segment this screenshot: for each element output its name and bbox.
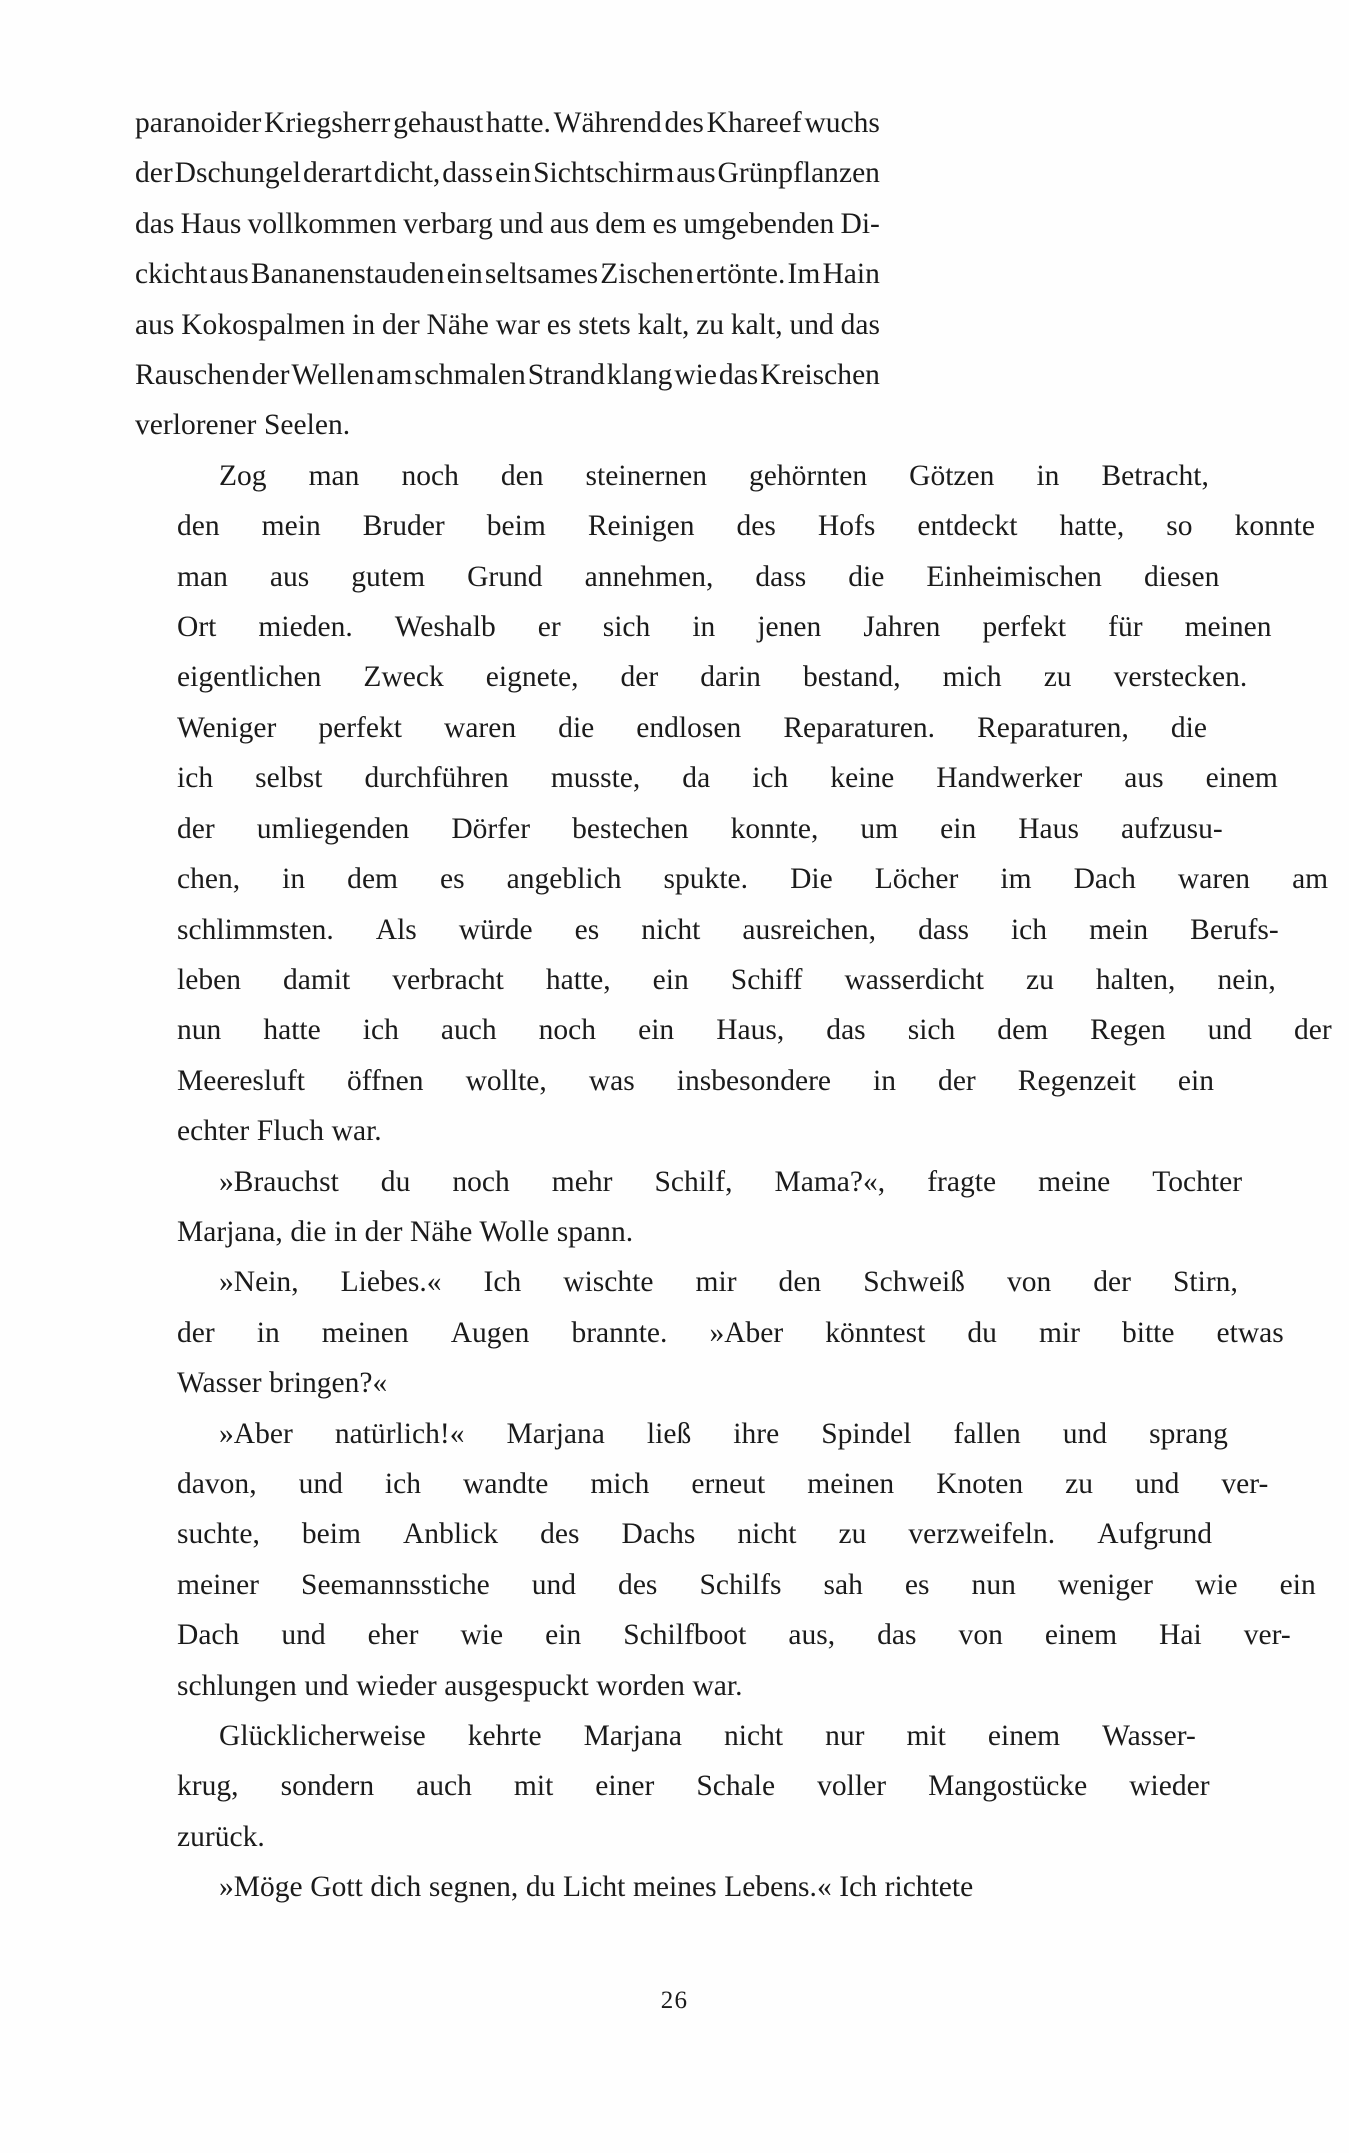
paragraph [135,451,1332,1157]
text-line: leben damit verbracht hatte, ein Schiff wasserdicht zu halten, nein, [177,963,1276,996]
paragraph [135,1257,1284,1408]
text-line: davon, und ich wandte mich erneut meinen Knoten zu und ver- [177,1467,1269,1500]
paragraph [135,1157,1243,1258]
text-line: »Brauchst du noch mehr Schilf, Mama?«, fragte meine Tochter [219,1165,1243,1198]
text-line: Glücklicherweise kehrte Marjana nicht nur mit einem Wasser- [219,1720,1196,1752]
text-line: Zog man noch den steinernen gehörnten Götzen in Betracht, [219,459,1209,492]
text-line: Weniger perfekt waren die endlosen Reparaturen. Reparaturen, die [177,711,1207,744]
paragraph [135,1409,1316,1711]
text-line: Rauschen der Wellen am schmalen Strand klang wie das Kreischen [135,359,880,392]
text-line: der umliegenden Dörfer bestechen konnte, um ein Haus aufzusu- [177,812,1223,845]
text-line: Dach und eher wie ein Schilfboot aus, das von einem Hai ver- [177,1619,1291,1652]
text-line: man aus gutem Grund annehmen, dass die Einheimischen diesen [177,560,1220,593]
paragraph [135,1862,974,1912]
text-line: zurück. [177,1820,265,1853]
text-line: »Möge Gott dich segnen, du Licht meines Lebens.« Ich richtete [219,1871,974,1904]
text-line: Wasser bringen?« [177,1367,388,1400]
text-line: schlungen und wieder ausgespuckt worden war. [177,1669,743,1702]
text-line: ich selbst durchführen musste, da ich keine Handwerker aus einem [177,762,1278,795]
text-line: krug, sondern auch mit einer Schale voller Mangostücke wieder [177,1770,1210,1803]
text-line: Ort mieden. Weshalb er sich in jenen Jahren perfekt für meinen [177,611,1272,644]
text-line: schlimmsten. Als würde es nicht ausreichen, dass ich mein Berufs- [177,913,1279,946]
text-line: verlorener Seelen. [135,409,351,442]
text-line: Marjana, die in der Nähe Wolle spann. [177,1215,634,1248]
text-line: »Nein, Liebes.« Ich wischte mir den Schweiß von der Stirn, [219,1266,1238,1299]
text-line: der in meinen Augen brannte. »Aber könntest du mir bitte etwas [177,1316,1284,1349]
page-text-body [135,98,1332,1913]
text-line: »Aber natürlich!« Marjana ließ ihre Spindel fallen und sprang [219,1417,1228,1450]
text-line: aus Kokospalmen in der Nähe war es stets kalt, zu kalt, und das [135,308,880,341]
text-line: meiner Seemannsstiche und des Schilfs sah es nun weniger wie ein [177,1568,1316,1601]
text-line: nun hatte ich auch noch ein Haus, das sich dem Regen und der [177,1014,1332,1047]
text-line: Meeresluft öffnen wollte, was insbesondere in der Regenzeit ein [177,1064,1215,1097]
text-line: chen, in dem es angeblich spukte. Die Löcher im Dach waren am [177,863,1329,896]
text-line: das Haus vollkommen verbarg und aus dem es umgebenden Di- [135,207,880,240]
text-line: eigentlichen Zweck eignete, der darin bestand, mich zu verstecken. [177,661,1248,694]
text-line: ckicht aus Bananenstauden ein seltsames Zischen ertönte. Im Hain [135,258,880,291]
text-line: den mein Bruder beim Reinigen des Hofs entdeckt hatte, so konnte [177,510,1315,543]
paragraph [135,98,880,451]
text-line: der Dschungel derart dicht, dass ein Sichtschirm aus Grünpflanzen [135,157,880,190]
text-line: echter Fluch war. [177,1115,382,1148]
text-line: paranoider Kriegsherr gehaust hatte. Während des Khareef wuchs [135,107,880,139]
page-number: 26 [660,1987,689,2014]
paragraph [135,1711,1210,1862]
text-line: suchte, beim Anblick des Dachs nicht zu verzweifeln. Aufgrund [177,1518,1213,1551]
